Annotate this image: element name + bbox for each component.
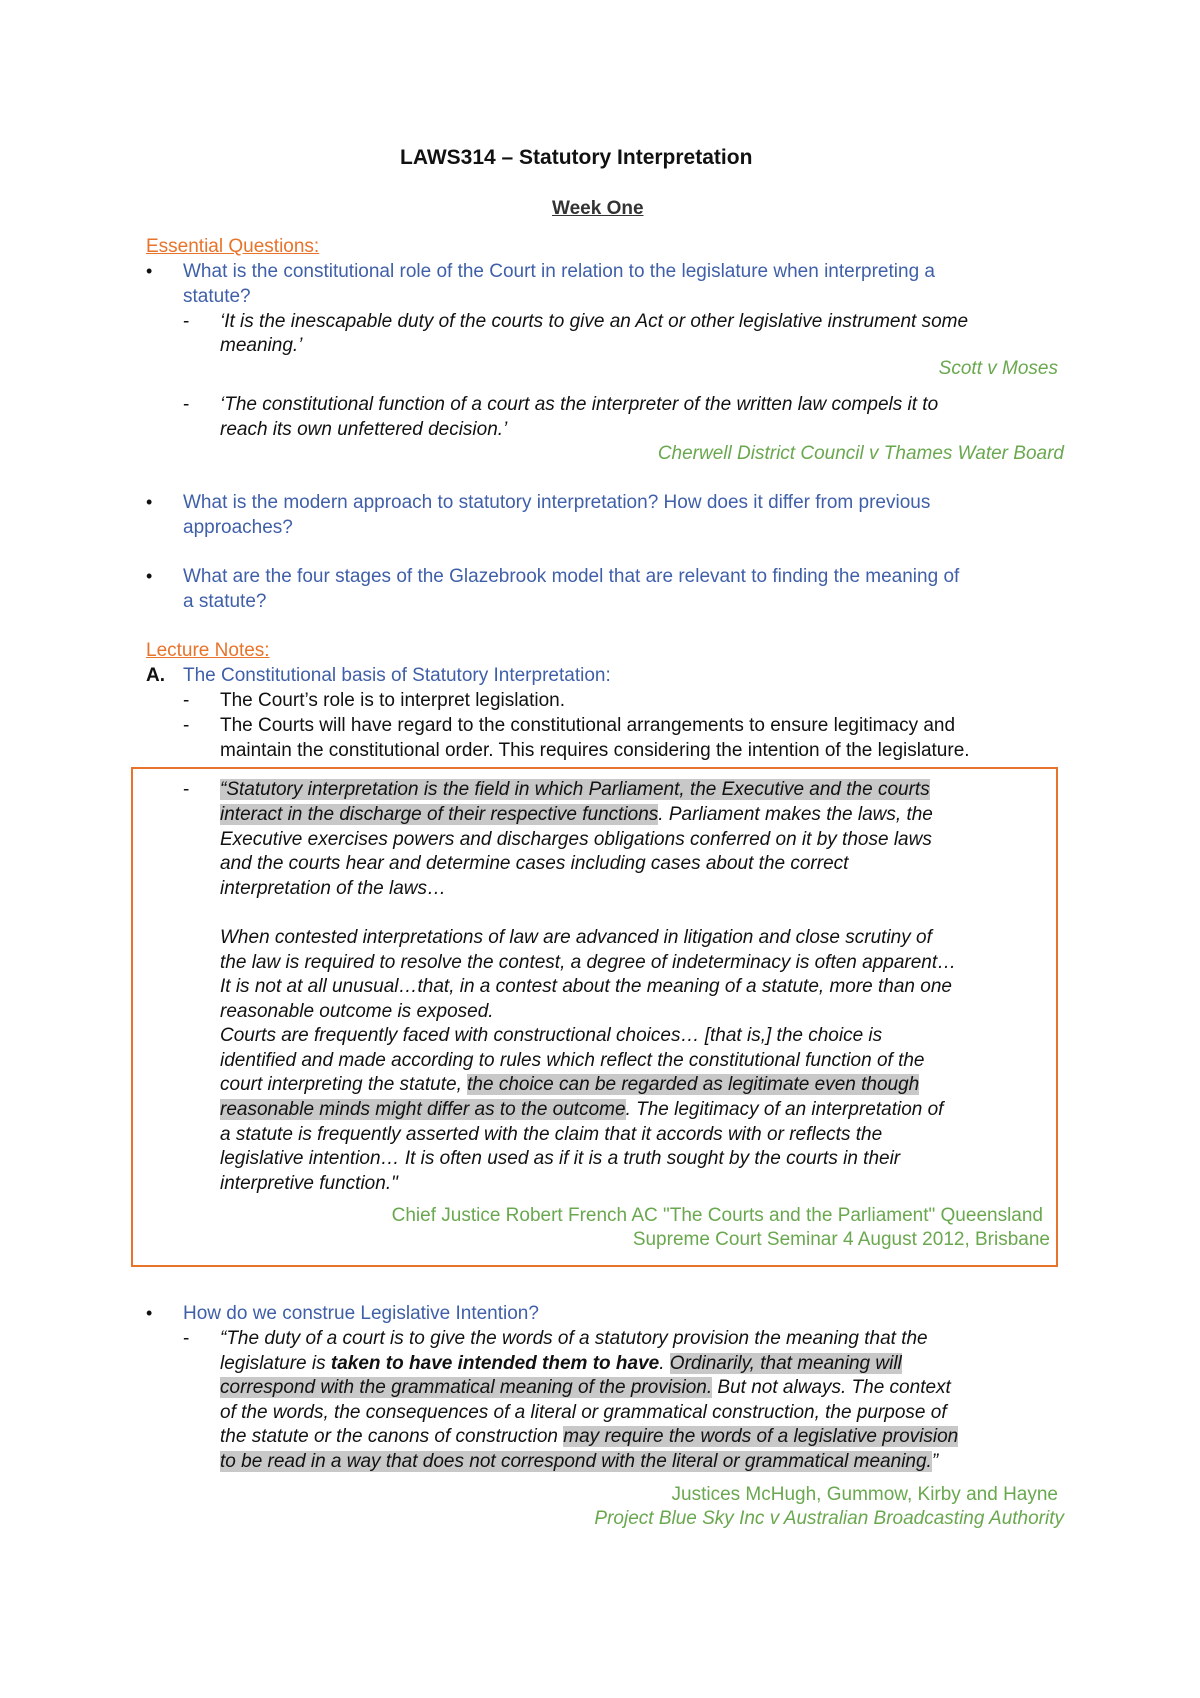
citation-french-line-2: Supreme Court Seminar 4 August 2012, Brisbane [632,1229,1050,1250]
question-1-line-1: What is the constitutional role of the Court in relation to the legislature when interpreting a [183,261,935,282]
french-quote-line-1 [220,779,930,801]
blue-sky-quote-line-3 [220,1377,951,1399]
text-span: . [659,1353,670,1374]
french-quote-p3-line-2: identified and made according to rules which reflect the constitutional function of the [220,1050,925,1071]
text-span: . Parliament makes the laws, the [658,804,933,825]
text-span: the statute or the canons of construction [220,1426,564,1447]
section-title: The Constitutional basis of Statutory Interpretation: [183,665,611,686]
citation-cherwell: Cherwell District Council v Thames Water Board [657,443,1064,464]
blue-sky-quote-line-5 [220,1426,958,1448]
french-quote-p2-line-1: When contested interpretations of law are advanced in litigation and close scrutiny of [220,927,932,948]
french-quote-p2-line-3: It is not at all unusual…that, in a contest about the meaning of a statute, more than one [220,976,952,997]
text-span: But not always. The context [712,1377,951,1398]
blue-sky-quote-line-1: “The duty of a court is to give the words of a statutory provision the meaning that the [220,1328,928,1349]
french-quote-p3-line-4 [220,1099,943,1121]
text-span: legislature is [220,1353,331,1374]
lecture-notes-heading: Lecture Notes: [146,640,270,661]
highlight: to be read in a way that does not correspond with the literal or grammatical meaning. [220,1451,932,1472]
highlight: the choice can be regarded as legitimate even though [467,1074,920,1095]
quote-cherwell-line-2: reach its own unfettered decision.’ [220,419,508,440]
highlight: may require the words of a legislative provision [563,1426,959,1447]
quote-cherwell-line-1: ‘The constitutional function of a court as the interpreter of the written law compels it to [220,394,939,415]
french-quote-p3-line-7: interpretive function." [220,1173,398,1194]
french-quote-line-4: and the courts hear and determine cases including cases about the correct [220,853,849,874]
quote-scott-line-2: meaning.’ [220,335,303,356]
highlight: “Statutory interpretation is the field in which Parliament, the Executive and the courts [220,779,930,800]
dash-icon: - [183,779,190,800]
highlight: Ordinarily, that meaning will [669,1353,902,1374]
lecture-point-2-line-2: maintain the constitutional order. This requires considering the intention of the legislature. [220,740,970,761]
dash-icon: - [183,1328,190,1349]
blue-sky-quote-line-2 [220,1353,902,1375]
question-1-line-2: statute? [183,286,251,307]
french-quote-line-5: interpretation of the laws… [220,878,447,899]
french-quote-line-3: Executive exercises powers and discharges obligations conferred on it by those laws [220,829,932,850]
essential-questions-heading: Essential Questions: [146,236,320,257]
bullet-icon: • [146,492,153,512]
blue-sky-quote-line-6 [220,1451,938,1473]
highlight: correspond with the grammatical meaning of the provision. [220,1377,713,1398]
dash-icon: - [183,690,190,711]
page-title: LAWS314 – Statutory Interpretation [400,146,753,169]
question-3-line-2: a statute? [183,591,267,612]
citation-french-line-1: Chief Justice Robert French AC "The Courts and the Parliament" Queensland [391,1205,1043,1226]
bullet-icon: • [146,1303,153,1323]
quote-scott-line-1: ‘It is the inescapable duty of the courts to give an Act or other legislative instrument some [220,311,969,332]
citation-justices: Justices McHugh, Gummow, Kirby and Hayne [671,1484,1058,1505]
french-quote-p2-line-2: the law is required to resolve the contest, a degree of indeterminacy is often apparent… [220,952,957,973]
highlight: interact in the discharge of their respective functions [220,804,659,825]
week-heading: Week One [552,198,644,219]
text-span: court interpreting the statute, [220,1074,468,1095]
french-quote-p3-line-5: a statute is frequently asserted with the claim that it accords with or reflects the [220,1124,883,1145]
blue-sky-quote-line-4: of the words, the consequences of a literal or grammatical construction, the purpose of [220,1402,947,1423]
lecture-point-2-line-1: The Courts will have regard to the constitutional arrangements to ensure legitimacy and [220,715,956,736]
french-quote-p3-line-6: legislative intention… It is often used as if it is a truth sought by the courts in their [220,1148,901,1169]
dash-icon: - [183,715,190,736]
dash-icon: - [183,394,190,415]
french-quote-line-2 [220,804,933,826]
bullet-icon: • [146,566,153,586]
text-span: . The legitimacy of an interpretation of [625,1099,944,1120]
question-2-line-1: What is the modern approach to statutory interpretation? How does it differ from previous [183,492,931,513]
bold-text: taken to have intended them to have [330,1353,660,1374]
question-3-line-1: What are the four stages of the Glazebrook model that are relevant to finding the meaning of [183,566,960,587]
lecture-point-1: The Court’s role is to interpret legislation. [220,690,565,711]
citation-project-blue-sky: Project Blue Sky Inc v Australian Broadcasting Authority [594,1508,1064,1529]
french-quote-p3-line-1: Courts are frequently faced with constructional choices… [that is,] the choice is [220,1025,883,1046]
section-letter: A. [146,665,165,686]
dash-icon: - [183,311,190,332]
question-legislative-intention: How do we construe Legislative Intention? [183,1303,539,1324]
text-span: ” [931,1451,939,1472]
citation-scott-v-moses: Scott v Moses [938,358,1058,379]
french-quote-p2-line-4: reasonable outcome is exposed. [220,1001,494,1022]
bullet-icon: • [146,261,153,281]
question-2-line-2: approaches? [183,517,293,538]
french-quote-p3-line-3 [220,1074,919,1096]
highlight: reasonable minds might differ as to the outcome [220,1099,626,1120]
